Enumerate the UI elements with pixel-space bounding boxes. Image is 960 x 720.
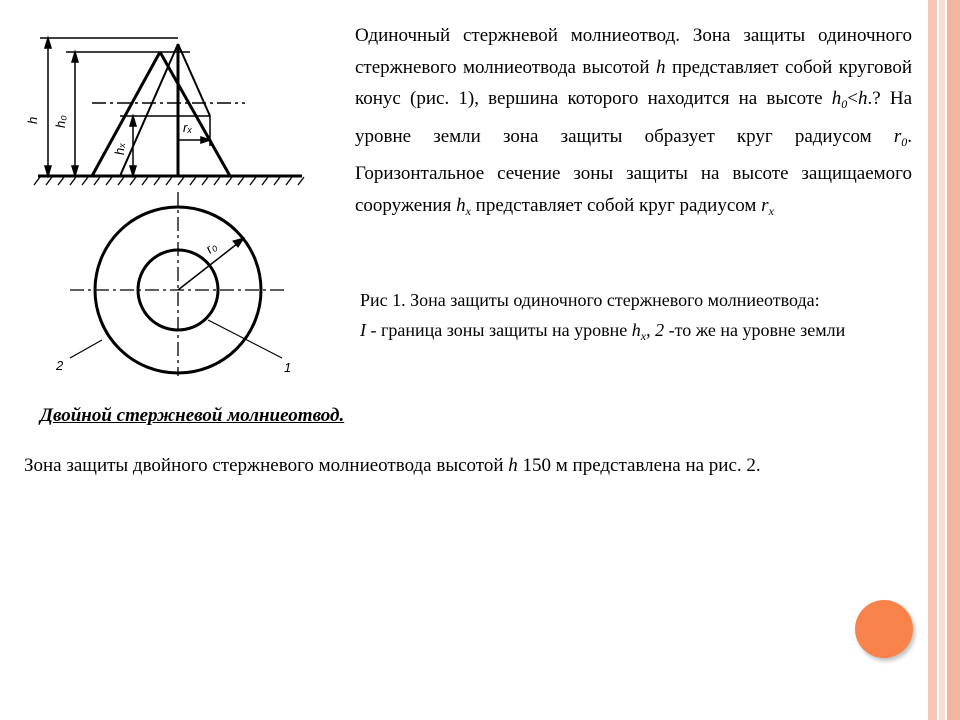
caption-line-1: Рис 1. Зона защиты одиночного стержневого молниеотвода:	[360, 290, 820, 310]
caption-comma: ,	[646, 320, 651, 340]
figure-caption	[360, 285, 900, 351]
para2-text-1: Зона защиты двойного стержневого молниеотвода высотой	[24, 455, 504, 476]
section-heading: Двойной стержневой молниеотвод.	[40, 405, 345, 426]
caption-n2: 2	[655, 320, 665, 340]
label-1: 1	[284, 360, 292, 375]
var-h0: $h_0$	[831, 88, 848, 111]
protection-cone	[92, 44, 230, 176]
caption-part-1: - граница зоны защиты на уровне	[370, 320, 628, 340]
intro-text-3: .? На уровне земли зона защиты образует круг радиусом	[355, 88, 912, 147]
var-h: h	[656, 56, 666, 78]
label-r0: r₀	[202, 238, 220, 257]
double-rod-paragraph	[24, 450, 906, 482]
decor-stripe-2	[939, 0, 945, 720]
decor-stripe-1	[928, 0, 937, 720]
intro-text-4: . Горизонтальное сечение зоны защиты на высоте защищаемого сооружения	[355, 125, 912, 216]
var-r0: $r_0$	[893, 125, 908, 149]
plan-view-circles	[70, 192, 288, 376]
lightning-rod-figure	[25, 28, 305, 378]
para2-var-h: h	[508, 455, 518, 476]
caption-hx: $h_x$	[631, 320, 647, 343]
intro-text-5: представляет собой круг радиусом	[475, 194, 757, 216]
intro-text-2: представляет собой круговой конус (рис. 1), вершина которого находится на высоте	[355, 56, 913, 109]
label-hx: hₓ	[112, 142, 127, 155]
decor-orange-circle	[855, 600, 913, 658]
label-rx: rₓ	[183, 120, 193, 135]
dimension-lines	[40, 38, 245, 176]
var-hx: $h_x$	[456, 194, 471, 218]
caption-part-2: -то же на уровне земли	[668, 320, 846, 340]
intro-paragraph	[355, 20, 912, 227]
decor-stripe-3	[947, 0, 960, 720]
ground-line	[34, 176, 304, 185]
para2-text-2: 150 м представлена на рис. 2.	[522, 455, 761, 476]
caption-n1: I	[360, 320, 366, 340]
label-h0: h₀	[53, 115, 68, 128]
intro-text-1: Зона защиты одиночного стержневого молниеотвода высотой	[355, 25, 912, 78]
label-h: h	[25, 116, 40, 124]
intro-title-sentence: Одиночный стержневой молниеотвод.	[355, 25, 681, 46]
var-h-again: h	[857, 88, 868, 109]
less-than: <	[847, 88, 858, 109]
var-rx: $r_x$	[761, 194, 774, 218]
label-2: 2	[56, 358, 64, 373]
